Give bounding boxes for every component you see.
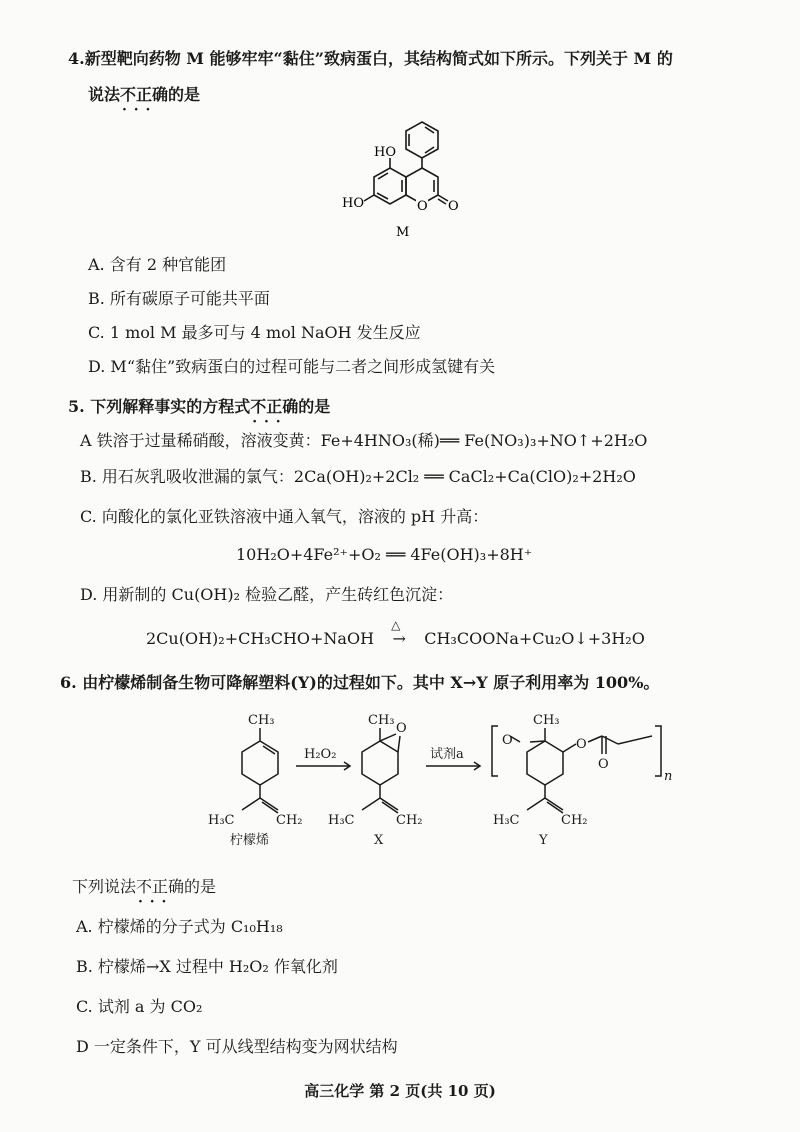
q6-sub-emphasis: 不正确 · · · [136, 877, 184, 896]
x-ch2: CH₂ [396, 813, 423, 828]
x-ch3: CH₃ [368, 713, 395, 728]
mol-o-ring: O [417, 199, 428, 214]
q6-option-a: A. 柠檬烯的分子式为 C₁₀H₁₈ [76, 917, 283, 936]
mol-o-keto: O [448, 199, 459, 214]
y-subscript-n: n [664, 769, 673, 784]
q6-sub-stem [72, 876, 216, 898]
y-ch2: CH₂ [561, 813, 588, 828]
y-h3c: H₃C [493, 813, 520, 828]
q5-option-c-equation: 10H₂O+4Fe²⁺+O₂ ══ 4Fe(OH)₃+8H⁺ [236, 545, 533, 564]
q5-option-a: A 铁溶于过量稀硝酸，溶液变黄：Fe+4HNO₃(稀)══ Fe(NO₃)₃+NO↑+2H₂O [80, 431, 648, 450]
limonene-h3c: H₃C [208, 813, 235, 828]
q5-stem-post: 的是 [298, 397, 331, 416]
y-o-right: O [576, 737, 587, 752]
x-epoxide-o: O [396, 721, 407, 736]
y-o-left: O [502, 733, 513, 748]
limonene-ch2: CH₂ [276, 813, 303, 828]
mol-name-m: M [396, 225, 410, 240]
q5-option-d-equation [146, 618, 645, 650]
limonene-name: 柠檬烯 [230, 833, 270, 848]
q6-option-c: C. 试剂 a 为 CO₂ [76, 997, 203, 1016]
q5-stem [68, 396, 330, 418]
q6-sub-post: 的是 [184, 877, 217, 896]
q4-stem-emphasis: 不正确 · · · [120, 85, 168, 104]
q5-option-b: B. 用石灰乳吸收泄漏的氯气：2Ca(OH)₂+2Cl₂ ══ CaCl₂+Ca(ClO)₂+2H₂O [80, 467, 636, 486]
q5-d-eq-right: CH₃COONa+Cu₂O↓+3H₂O [424, 629, 645, 648]
mol-ho-left: HO [342, 196, 364, 211]
q5-option-d: D. 用新制的 Cu(OH)₂ 检验乙醛，产生砖红色沉淀： [80, 585, 454, 604]
x-name: X [374, 833, 384, 848]
q5-d-eq-arrow: △ → [379, 628, 419, 650]
reagent-h2o2: H₂O₂ [304, 747, 337, 762]
molecule-m-structure [330, 112, 500, 247]
q5-d-eq-left: 2Cu(OH)₂+CH₃CHO+NaOH [146, 629, 375, 648]
mol-ho-top: HO [374, 145, 396, 160]
x-h3c: H₃C [328, 813, 355, 828]
q6-stem: 6. 由柠檬烯制备生物可降解塑料(Y)的过程如下。其中 X→Y 原子利用率为 100%。 [60, 673, 660, 692]
q6-reaction-scheme [200, 706, 760, 856]
q4-stem-line2 [88, 84, 200, 106]
q5-stem-pre: 5. 下列解释事实的方程式 [68, 397, 251, 416]
q5-stem-emphasis: 不正确 · · · [250, 397, 298, 416]
heat-condition-icon: △ [391, 618, 401, 632]
q6-sub-pre: 下列说法 [72, 877, 137, 896]
q6-option-d: D 一定条件下，Y 可从线型结构变为网状结构 [76, 1037, 398, 1056]
q4-option-d: D. M“黏住”致病蛋白的过程可能与二者之间形成氢键有关 [88, 357, 496, 376]
y-name: Y [539, 833, 548, 848]
q5-option-c: C. 向酸化的氯化亚铁溶液中通入氧气，溶液的 pH 升高： [80, 507, 489, 526]
q4-option-c: C. 1 mol M 最多可与 4 mol NaOH 发生反应 [88, 323, 421, 342]
reagent-a: 试剂a [430, 747, 464, 762]
q4-option-a: A. 含有 2 种官能团 [88, 255, 227, 274]
page-footer: 高三化学 第 2 页(共 10 页) [304, 1082, 496, 1100]
q4-stem-pre: 说法 [88, 85, 121, 104]
limonene-ch3: CH₃ [248, 713, 275, 728]
q4-stem-line1: 4.新型靶向药物 M 能够牢牢“黏住”致病蛋白，其结构简式如下所示。下列关于 M 的 [68, 49, 673, 68]
y-carbonyl-o: O [598, 757, 609, 772]
y-ch3: CH₃ [533, 713, 560, 728]
q4-option-b: B. 所有碳原子可能共平面 [88, 289, 270, 308]
q6-option-b: B. 柠檬烯→X 过程中 H₂O₂ 作氧化剂 [76, 957, 338, 976]
q4-stem-post: 的是 [168, 85, 201, 104]
